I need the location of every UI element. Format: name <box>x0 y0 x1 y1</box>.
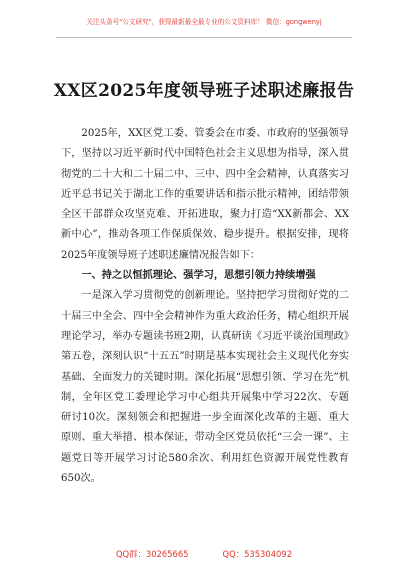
footer-contact <box>0 548 408 560</box>
section-paragraph: 一是深入学习贯彻党的创新理论。坚持把学习贯彻好党的二十届三中全会、四中全会精神作为重大政治任务，精心组织开展理论学习，举办专题读书班2期，认真研读《习近平谈治国理政》第五卷，深刻认识“十五五”时期是基本实现社会主义现代化夯实基础、全面发力的关键时期。深化拓展“思想引领、学习在先”机制，全年区党工委理论学习中心组共开展集中学习22次、专题研讨10次。深刻领会和把握进一步全面深化改革的主题、重大原则、重大举措、根本保证，带动全区党员依托“三会一课”、主题党日等开展学习讨论580余次、利用红色资源开展党性教育650次。 <box>61 290 349 485</box>
intro-paragraph: 2025年，XX区党工委、管委会在市委、市政府的坚强领导下，坚持以习近平新时代中国特色社会主义思想为指导，深入贯彻党的二十大和二十届二中、三中、四中全会精神，认真落实习近平总书记关于湖北工作的重要讲话和指示批示精神，团结带领全区干部群众攻坚克难、开拓进取，聚力打造“XX新都会、XX新中心”，推动各项工作保质保效、稳步提升。根据安排，现将2025年度领导班子述职述廉情况报告如下： <box>61 128 349 261</box>
header-banner: 关注头条号"公文研究"，获得最新最全最专业的公文资料库！ 微信：gongwenyj <box>86 18 322 26</box>
header-divider <box>56 37 352 38</box>
document-body <box>61 124 349 489</box>
document-title: XX区2025年度领导班子述职述廉报告 <box>53 81 355 101</box>
section-heading: 一、持之以恒抓理论、强学习，思想引领力持续增强 <box>81 270 316 282</box>
footer-qq-contact: QQ：535304092 <box>222 549 293 559</box>
footer-qq-group: QQ群：30265665 <box>115 549 189 559</box>
